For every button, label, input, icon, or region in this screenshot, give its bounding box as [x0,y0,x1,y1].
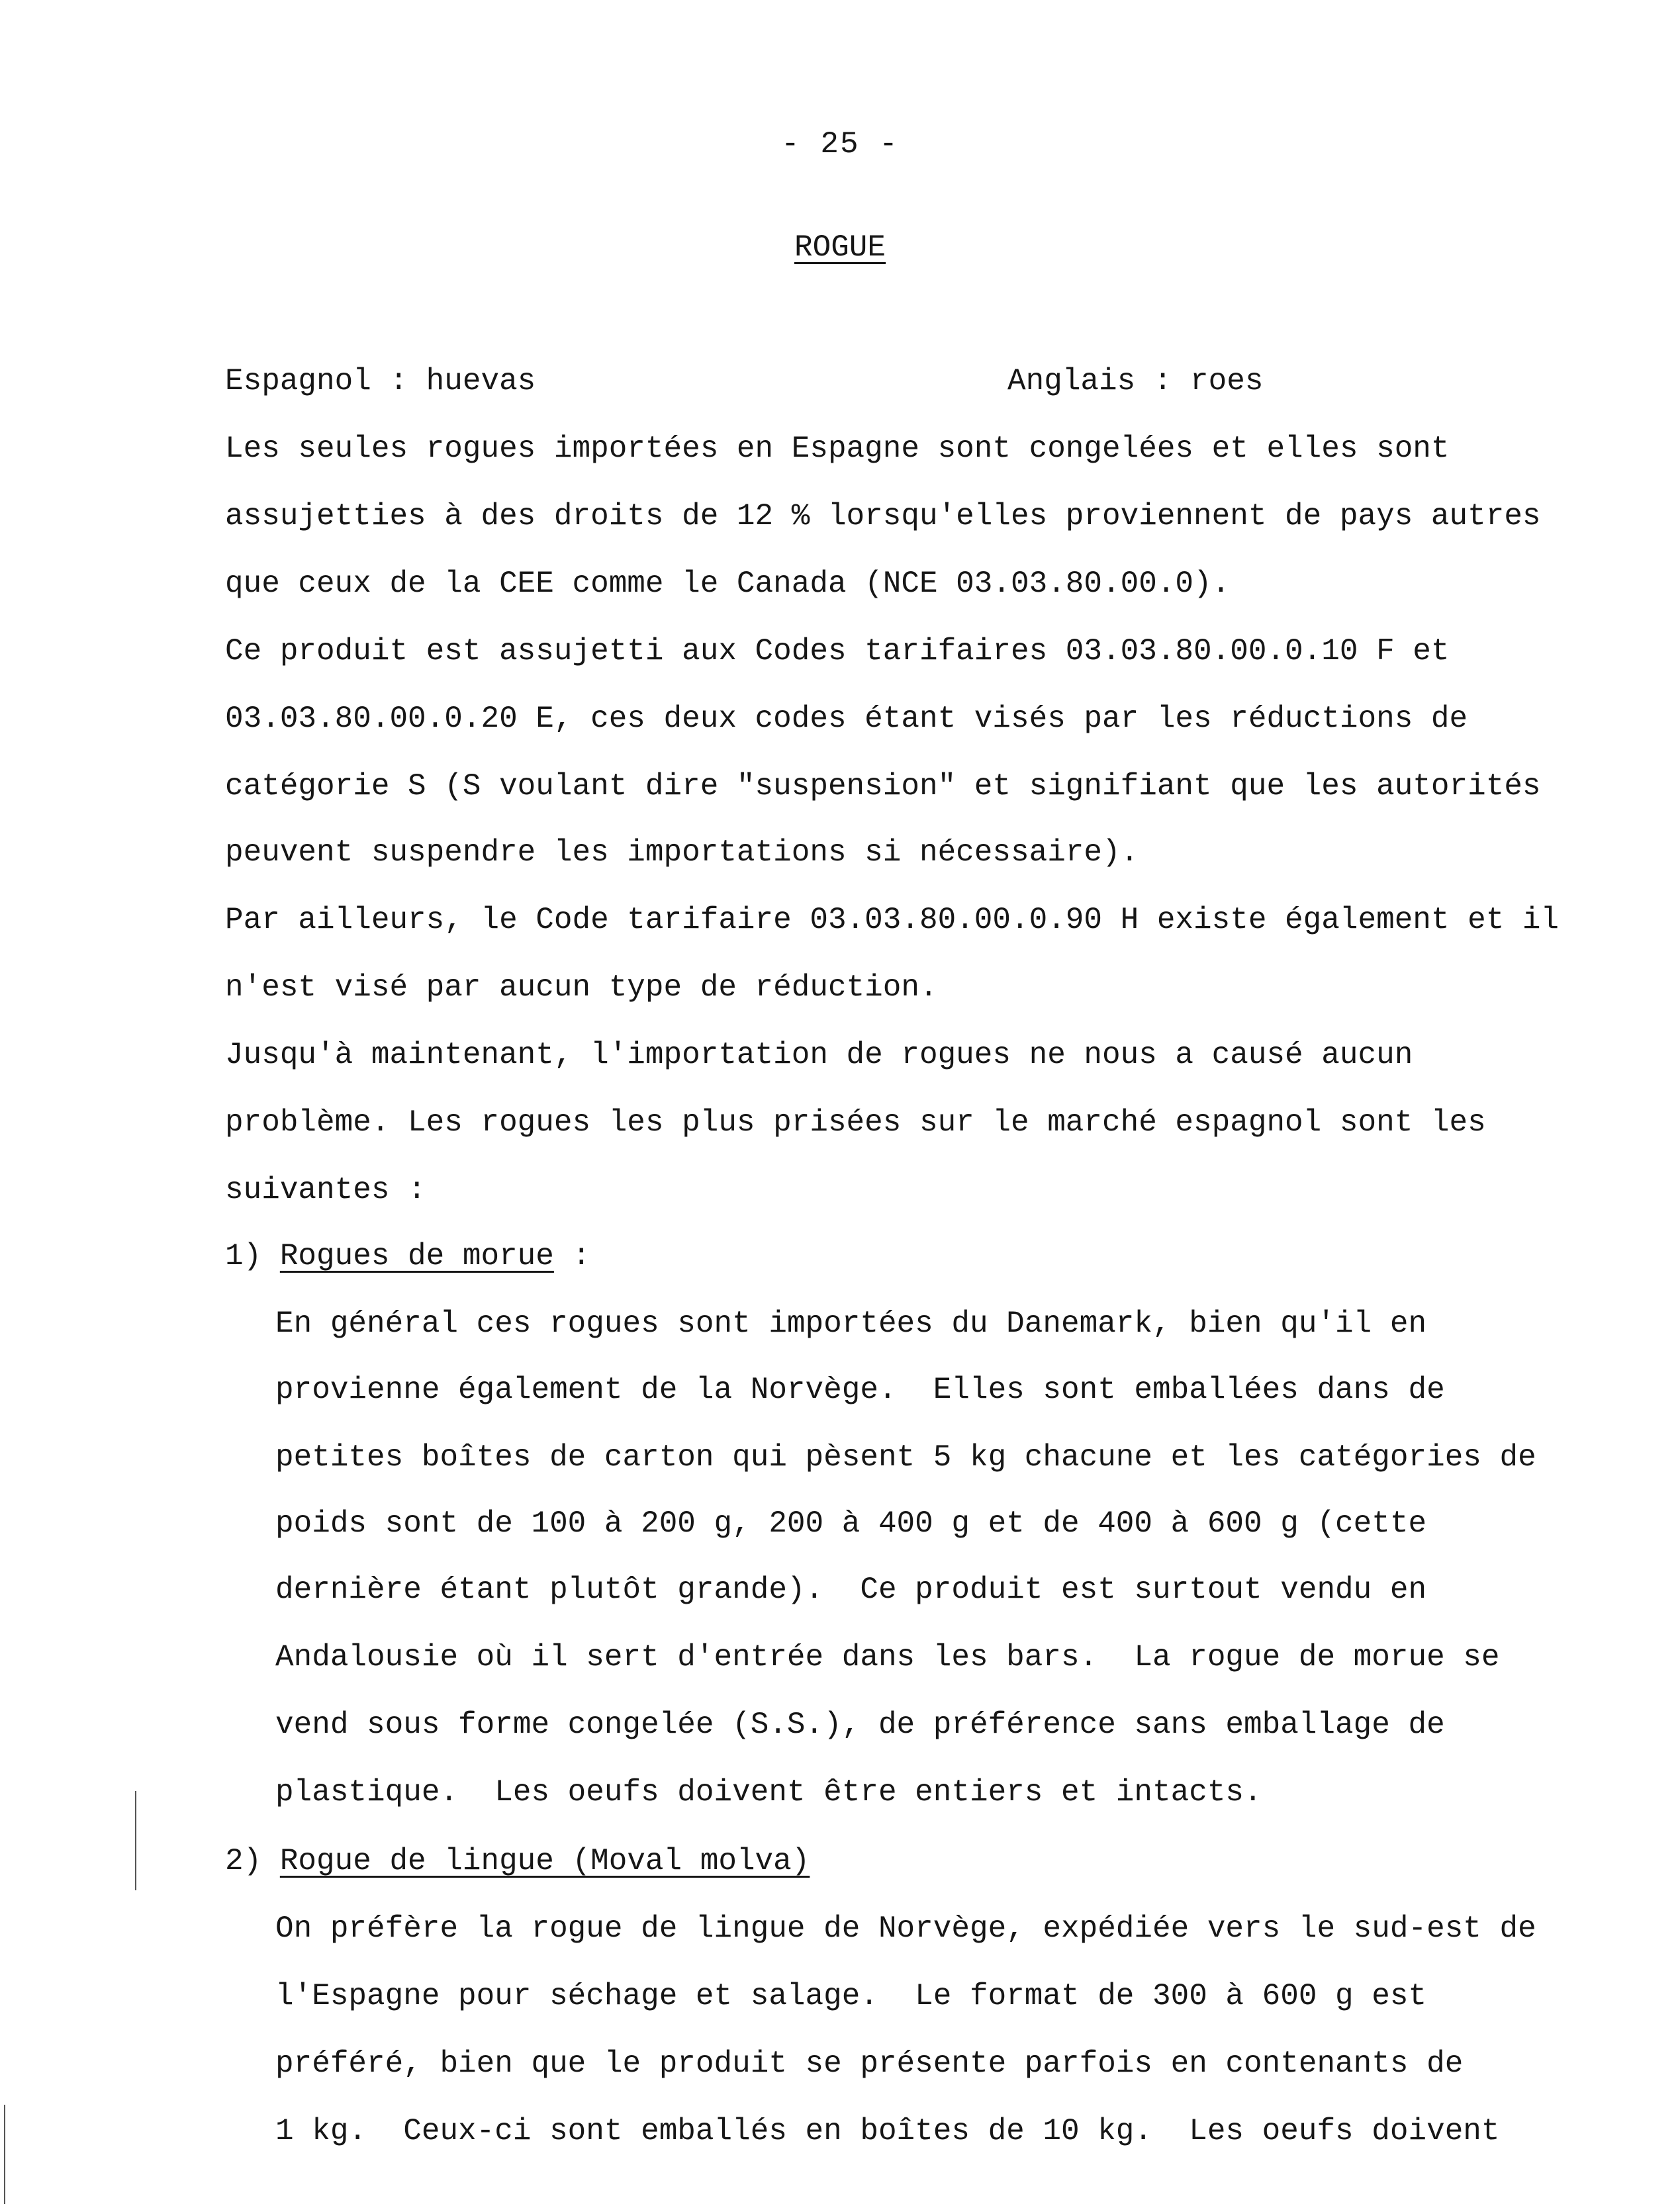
intro-line: que ceux de la CEE comme le Canada (NCE 03.03.80.00.0). [225,567,1231,601]
item1-line: vend sous forme congelée (S.S.), de préférence sans emballage de [275,1708,1445,1742]
item2-line: préféré, bien que le produit se présente parfois en contenants de [275,2046,1464,2081]
item1-line: poids sont de 100 à 200 g, 200 à 400 g et de 400 à 600 g (cette [275,1506,1427,1541]
intro-line: 03.03.80.00.0.20 E, ces deux codes étant visés par les réductions de [225,702,1468,736]
item1-line: plastique. Les oeufs doivent être entiers et intacts. [275,1775,1262,1810]
item1-line: provienne également de la Norvège. Elles sont emballées dans de [275,1373,1445,1407]
item2-number: 2) [225,1844,262,1878]
page-number: - 25 - [781,127,899,161]
english-term: Anglais : roes [1007,364,1264,398]
item1-heading-text: Rogues de morue [279,1239,554,1273]
item2-heading-text: Rogue de lingue (Moval molva) [279,1844,810,1878]
item2-line: l'Espagne pour séchage et salage. Le format de 300 à 600 g est [275,1979,1427,2013]
intro-line: Les seules rogues importées en Espagne sont congelées et elles sont [225,432,1450,466]
item1-line: petites boîtes de carton qui pèsent 5 kg chacune et les catégories de [275,1440,1536,1475]
page-title-text: ROGUE [794,230,886,265]
intro-line: assujetties à des droits de 12 % lorsqu'elles proviennent de pays autres [225,499,1541,533]
intro-line: catégorie S (S voulant dire "suspension" et signifiant que les autorités [225,769,1541,804]
intro-line: suivantes : [225,1173,426,1207]
item2-heading [225,1841,810,1881]
spanish-term: Espagnol : huevas [225,364,536,398]
item2-line: On préfère la rogue de lingue de Norvège, expédiée vers le sud-est de [275,1911,1536,1946]
intro-line: problème. Les rogues les plus prisées sur le marché espagnol sont les [225,1105,1486,1140]
item1-line: Andalousie où il sert d'entrée dans les bars. La rogue de morue se [275,1640,1500,1675]
item1-heading [225,1236,590,1276]
item2-line: 1 kg. Ceux-ci sont emballés en boîtes de 10 kg. Les oeufs doivent [275,2114,1500,2148]
item1-line: En général ces rogues sont importées du Danemark, bien qu'il en [275,1307,1427,1341]
scan-edge-mark [4,2105,5,2204]
item1-heading-suffix: : [553,1239,591,1273]
item1-line: dernière étant plutôt grande). Ce produit est surtout vendu en [275,1573,1427,1607]
intro-line: Ce produit est assujetti aux Codes tarifaires 03.03.80.00.0.10 F et [225,634,1450,668]
intro-line: Jusqu'à maintenant, l'importation de rogues ne nous a causé aucun [225,1038,1413,1072]
item1-number: 1) [225,1239,262,1273]
scan-margin-mark [135,1791,136,1890]
intro-line: peuvent suspendre les importations si nécessaire). [225,835,1139,870]
intro-line: n'est visé par aucun type de réduction. [225,970,938,1005]
page-title [0,228,1680,267]
intro-line: Par ailleurs, le Code tarifaire 03.03.80.00.0.90 H existe également et il [225,903,1560,937]
